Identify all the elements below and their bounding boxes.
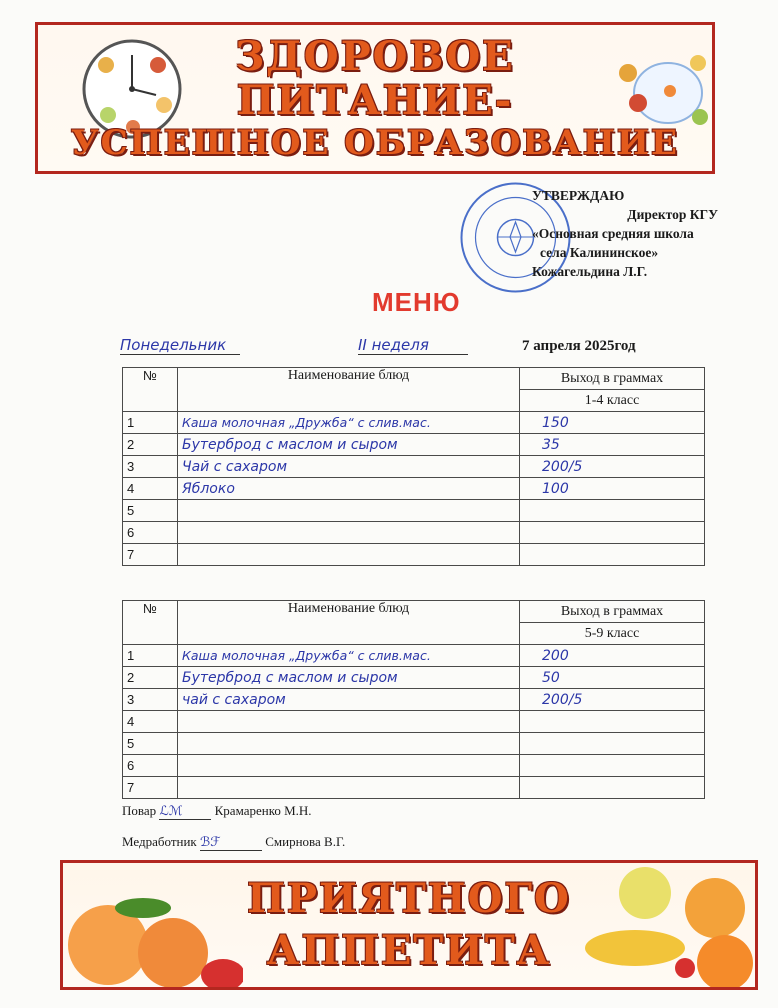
grade-subheader: 1-4 класс bbox=[520, 390, 705, 412]
table-row bbox=[123, 667, 705, 689]
dish-output bbox=[520, 522, 705, 544]
approval-heading: УТВЕРЖДАЮ bbox=[532, 188, 625, 203]
cook-signature-scribble: ℒℳ bbox=[159, 804, 211, 820]
medic-label: Медработник bbox=[122, 834, 197, 849]
row-number: 2 bbox=[123, 434, 178, 456]
row-number: 2 bbox=[123, 667, 178, 689]
col-number-header: № bbox=[123, 601, 178, 645]
row-number: 1 bbox=[123, 412, 178, 434]
dish-output bbox=[520, 500, 705, 522]
dish-output: 200/5 bbox=[520, 689, 705, 711]
row-number: 4 bbox=[123, 711, 178, 733]
top-banner bbox=[35, 22, 715, 174]
dish-output: 150 bbox=[520, 412, 705, 434]
dish-name: Яблоко bbox=[178, 478, 520, 500]
col-number-header: № bbox=[123, 368, 178, 412]
table-row bbox=[123, 711, 705, 733]
dish-name: чай с сахаром bbox=[178, 689, 520, 711]
menu-date: 7 апреля 2025год bbox=[522, 338, 636, 354]
table-row bbox=[123, 434, 705, 456]
dish-name bbox=[178, 500, 520, 522]
approval-position: Директор КГУ bbox=[627, 207, 718, 222]
row-number: 7 bbox=[123, 544, 178, 566]
medic-signature-line bbox=[122, 834, 345, 851]
row-number: 1 bbox=[123, 645, 178, 667]
dish-name: Чай с сахаром bbox=[178, 456, 520, 478]
menu-title: МЕНЮ bbox=[372, 287, 461, 317]
table-row bbox=[123, 544, 705, 566]
table-row bbox=[123, 522, 705, 544]
dish-output: 50 bbox=[520, 667, 705, 689]
approval-block bbox=[532, 186, 732, 281]
row-number: 6 bbox=[123, 522, 178, 544]
dish-output bbox=[520, 755, 705, 777]
cook-signature-line bbox=[122, 803, 312, 820]
table-row bbox=[123, 478, 705, 500]
dish-name bbox=[178, 755, 520, 777]
table-row bbox=[123, 645, 705, 667]
bottom-banner bbox=[60, 860, 758, 990]
table-row bbox=[123, 733, 705, 755]
dish-name bbox=[178, 544, 520, 566]
table-row bbox=[123, 755, 705, 777]
dish-output bbox=[520, 544, 705, 566]
table-row bbox=[123, 412, 705, 434]
cook-name: Крамаренко М.Н. bbox=[214, 803, 312, 818]
medic-name: Смирнова В.Г. bbox=[265, 834, 346, 849]
dish-output: 35 bbox=[520, 434, 705, 456]
dish-output bbox=[520, 733, 705, 755]
dish-name bbox=[178, 522, 520, 544]
dish-name: Каша молочная „Дружба“ с слив.мас. bbox=[178, 645, 520, 667]
menu-table-grades-5-9 bbox=[122, 600, 705, 799]
table-row bbox=[123, 456, 705, 478]
row-number: 5 bbox=[123, 500, 178, 522]
banner-title-line2: ПИТАНИЕ- bbox=[236, 77, 514, 124]
col-name-header: Наименование блюд bbox=[178, 368, 520, 412]
approval-signatory: Кожагельдина Л.Г. bbox=[532, 264, 648, 279]
cook-label: Повар bbox=[122, 803, 157, 818]
col-name-header: Наименование блюд bbox=[178, 601, 520, 645]
week-number: II неделя bbox=[358, 336, 468, 355]
dish-name: Бутерброд с маслом и сыром bbox=[178, 434, 520, 456]
banner-title-line3: УСПЕШНОЕ ОБРАЗОВАНИЕ bbox=[71, 123, 679, 163]
table-row bbox=[123, 500, 705, 522]
dish-output bbox=[520, 711, 705, 733]
dish-output bbox=[520, 777, 705, 799]
menu-table-grades-1-4 bbox=[122, 367, 705, 566]
medic-signature-scribble: ℬℱ bbox=[200, 835, 262, 851]
grade-subheader: 5-9 класс bbox=[520, 623, 705, 645]
table-row bbox=[123, 689, 705, 711]
dish-name bbox=[178, 711, 520, 733]
dish-name: Бутерброд с маслом и сыром bbox=[178, 667, 520, 689]
bottom-banner-line1: ПРИЯТНОГО bbox=[247, 875, 571, 922]
dish-name bbox=[178, 777, 520, 799]
fruit-basket-illustration bbox=[575, 863, 755, 990]
dish-name bbox=[178, 733, 520, 755]
row-number: 7 bbox=[123, 777, 178, 799]
row-number: 5 bbox=[123, 733, 178, 755]
row-number: 3 bbox=[123, 456, 178, 478]
food-plate-illustration bbox=[608, 43, 712, 133]
dish-name: Каша молочная „Дружба“ с слив.мас. bbox=[178, 412, 520, 434]
col-output-header: Выход в граммах bbox=[520, 368, 705, 390]
row-number: 6 bbox=[123, 755, 178, 777]
dish-output: 200/5 bbox=[520, 456, 705, 478]
dish-output: 200 bbox=[520, 645, 705, 667]
col-output-header: Выход в граммах bbox=[520, 601, 705, 623]
table-row bbox=[123, 777, 705, 799]
row-number: 4 bbox=[123, 478, 178, 500]
row-number: 3 bbox=[123, 689, 178, 711]
approval-school: «Основная средняя школа bbox=[532, 226, 694, 241]
day-of-week: Понедельник bbox=[120, 336, 240, 355]
bottom-banner-line2: АППЕТИТА bbox=[266, 927, 552, 974]
dish-output: 100 bbox=[520, 478, 705, 500]
banner-title-line1: ЗДОРОВОЕ bbox=[235, 33, 515, 80]
approval-village: села Калининское» bbox=[540, 245, 659, 260]
